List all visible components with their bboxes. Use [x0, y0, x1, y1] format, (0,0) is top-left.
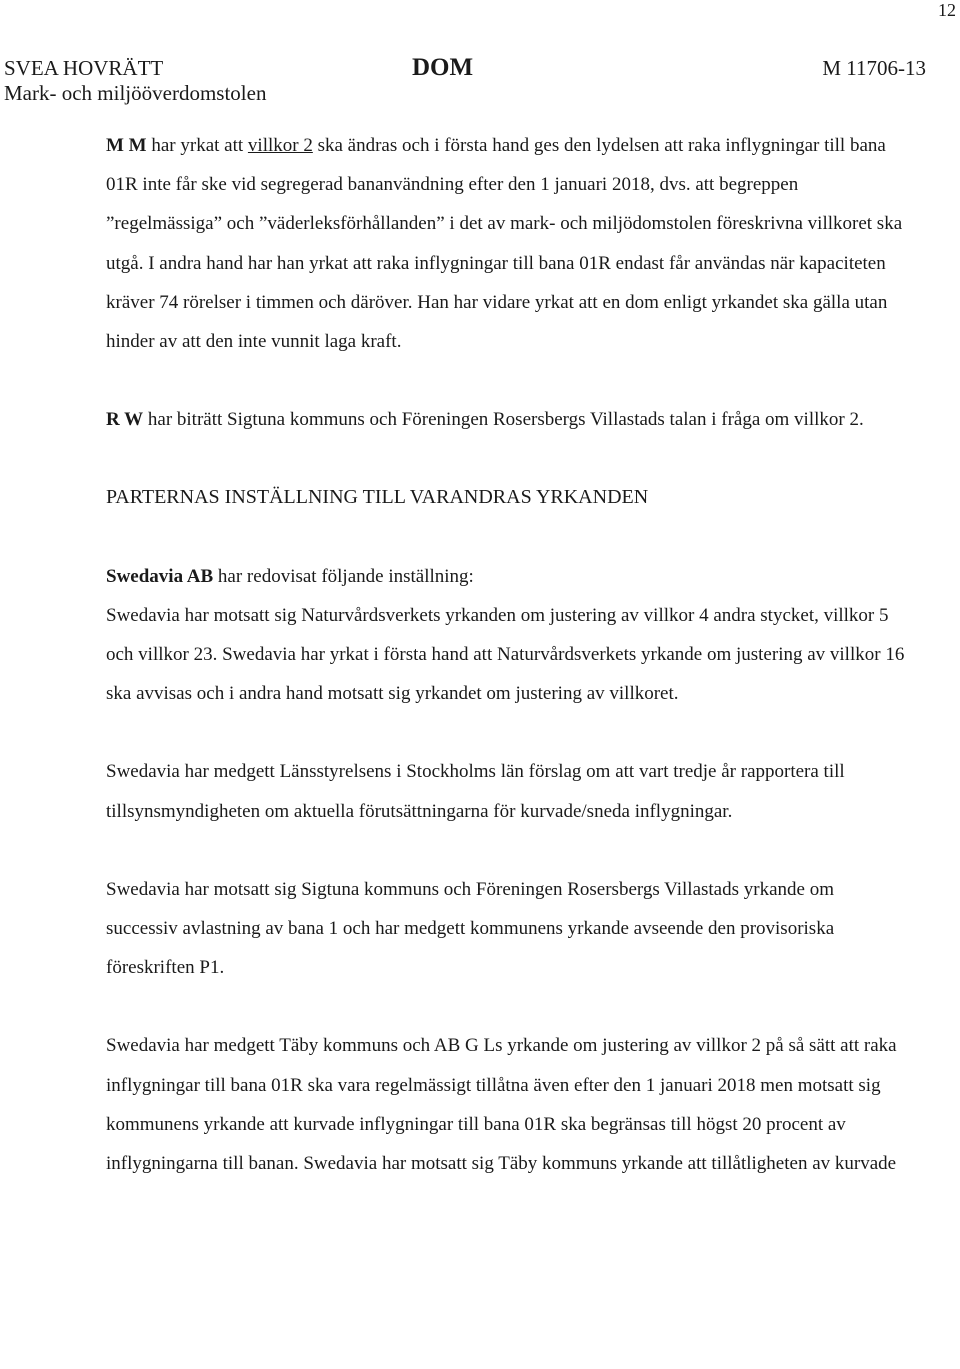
party-name: R W: [106, 409, 144, 431]
paragraph-rw-claim: [106, 400, 906, 439]
court-name: SVEA HOVRÄTT: [4, 56, 164, 80]
paragraph-swedavia-taby: Swedavia har medgett Täby kommuns och AB G Ls yrkande om justering av villkor 2 på så sätt att raka inflygningar till bana 01R ska vara regelmässigt tillåtna även efter den 1 januari 2018 men motsatt sig kommunens yrkande att kurvade inflygningar till bana 01R ska begränsas till högst 20 procent av inflygningarna till banan. Swedavia har motsatt sig Täby kommuns yrkande att tillåtligheten av kurvade: [106, 1035, 897, 1175]
paragraph-text: har redovisat följande inställning:: [213, 565, 474, 587]
paragraph-swedavia-intro: [106, 557, 906, 596]
paragraph-swedavia-reporting: Swedavia har medgett Länsstyrelsens i Stockholms län förslag om att vart tredje år rapportera till tillsynsmyndigheten om aktuella förutsättningarna för kurvade/sneda inflygningar.: [106, 761, 845, 822]
condition-reference: villkor 2: [247, 135, 313, 156]
paragraph-text: har biträtt Sigtuna kommuns och Föreningen Rosersbergs Villastads talan i fråga om villkor 2.: [143, 409, 864, 431]
paragraph-swedavia-relief: Swedavia har motsatt sig Sigtuna kommuns och Föreningen Rosersbergs Villastads yrkande om successiv avlastning av bana 1 och har medgett kommunens yrkande avseende den provisoriska föreskriften P1.: [106, 878, 835, 979]
paragraph-swedavia-opposition: Swedavia har motsatt sig Naturvårdsverkets yrkanden om justering av villkor 4 andra stycket, villkor 5 och villkor 23. Swedavia har yrkat i första hand att Naturvårdsverkets yrkande om justering av villkor 16 ska avvisas och i andra hand motsatt sig yrkandet om justering av villkoret.: [106, 604, 905, 705]
party-name: Swedavia AB: [106, 565, 214, 587]
paragraph-text: har yrkat att: [146, 135, 248, 156]
document-body: [106, 126, 906, 1183]
paragraph-mm-claim: [106, 126, 906, 361]
court-division: Mark- och miljööverdomstolen: [4, 81, 267, 105]
paragraph-text: ska ändras och i första hand ges den lydelsen att raka inflygningar till bana 01R inte får ske vid segregerad bananvändning efter den 1 januari 2018, dvs. att begreppen ”regelmässiga” och ”väderleksförhållanden” i det av mark- och miljödomstolen föreskrivna villkoret ska utgå. I andra hand har han yrkat att raka inflygningar till bana 01R endast får användas när kapaciteten kräver 74 rörelser i timmen och däröver. Han har vidare yrkat att en dom enligt yrkandet ska gälla utan hinder av att den inte vunnit laga kraft.: [106, 135, 903, 353]
case-number: M 11706-13: [822, 56, 926, 80]
section-heading: PARTERNAS INSTÄLLNING TILL VARANDRAS YRKANDEN: [106, 486, 649, 509]
document-header: [4, 55, 926, 105]
page-number: 12: [938, 0, 956, 20]
party-name: M M: [106, 135, 147, 156]
document-type: DOM: [412, 54, 474, 81]
